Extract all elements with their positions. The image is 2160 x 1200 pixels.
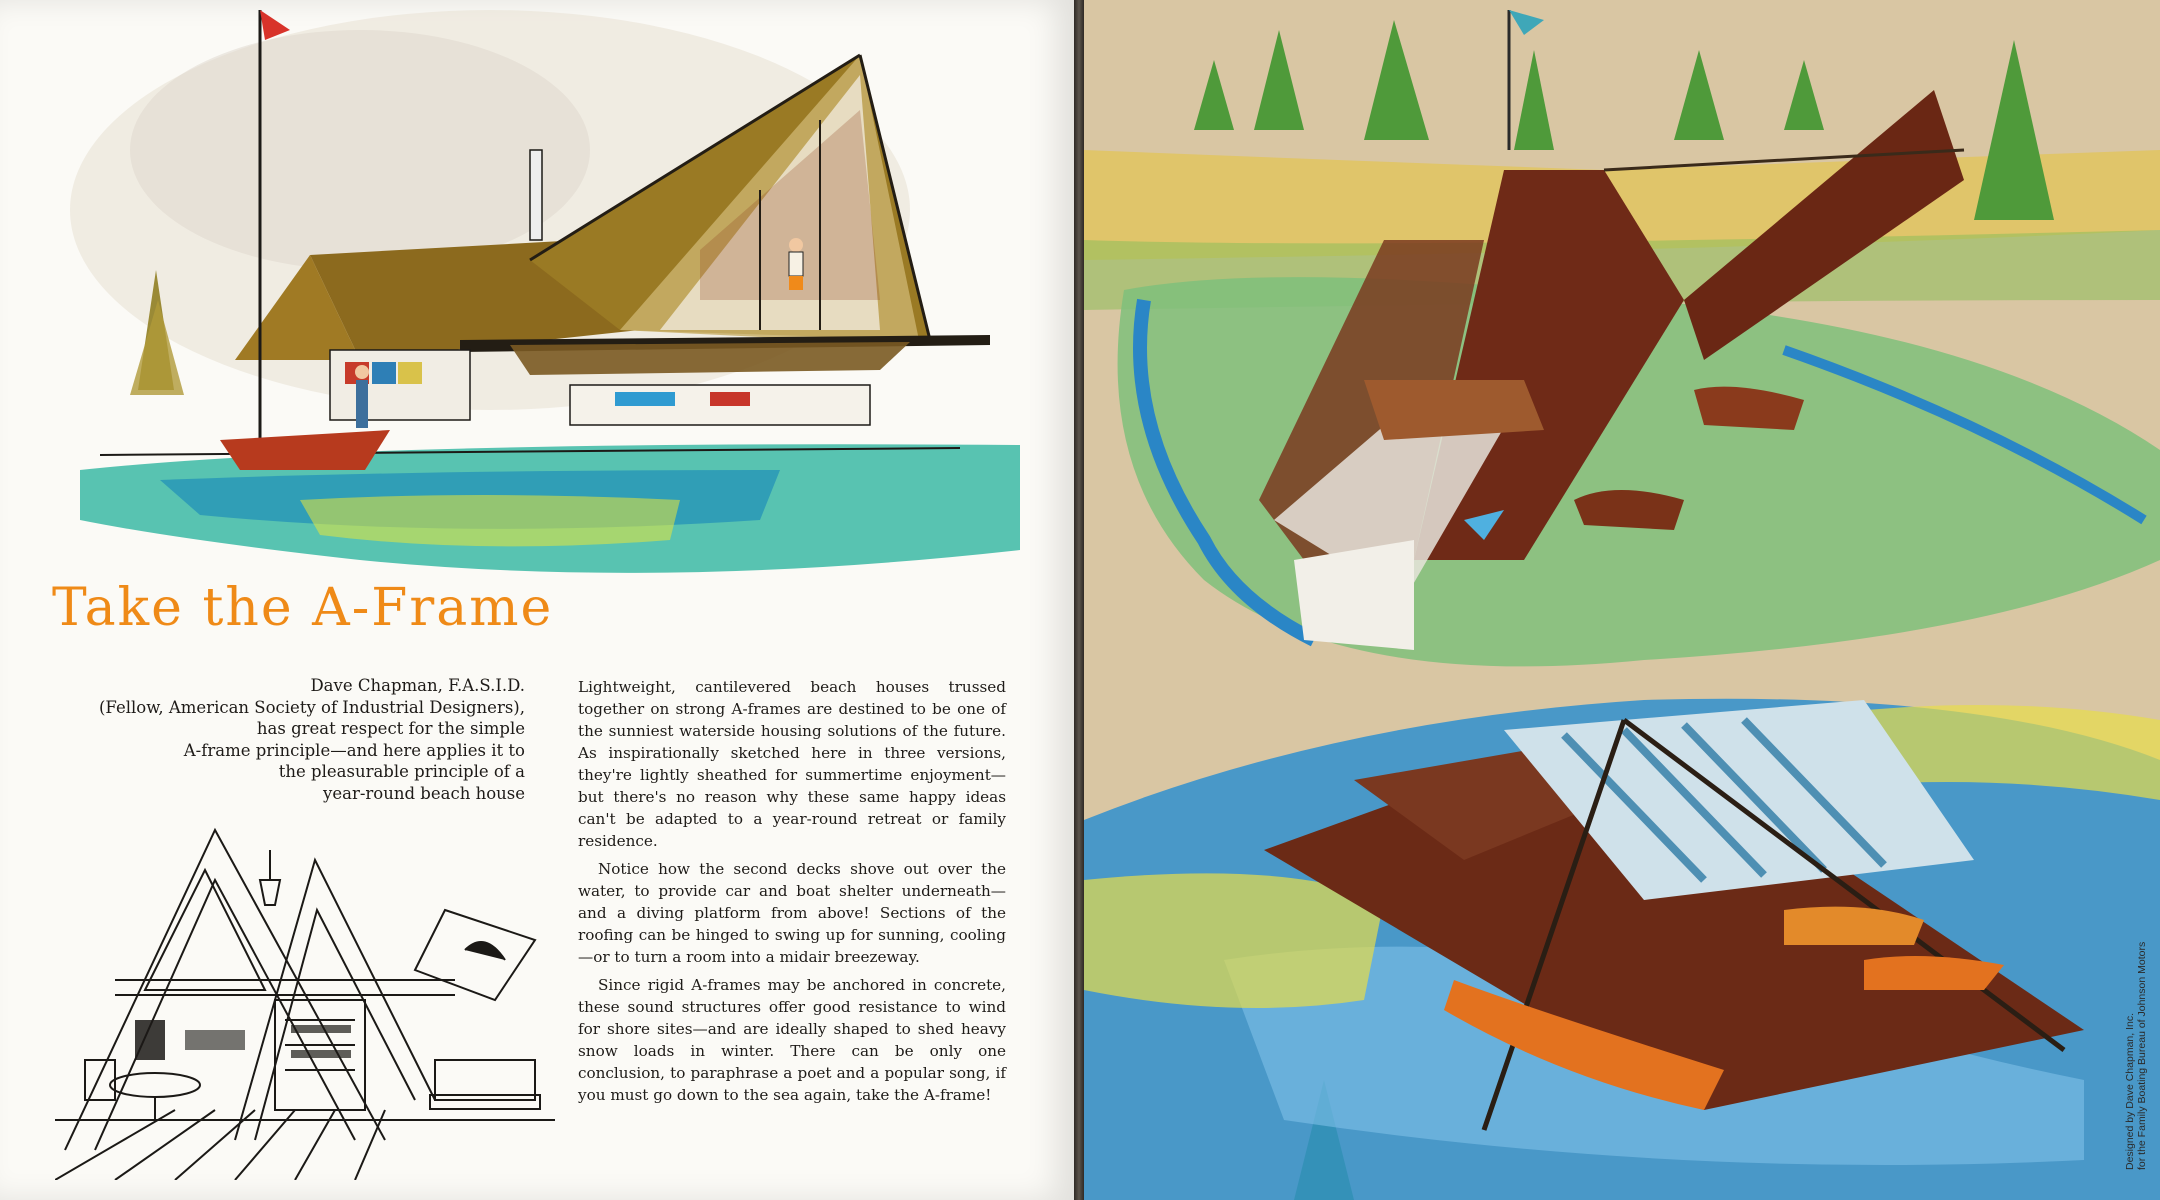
body-paragraph: Notice how the second decks shove out over the water, to provide car and boat shelter underneath—and a diving platform from above! Sections of the roofing can be hinged to swing up for sunning, cooling—or to turn a room into a midair breezeway. bbox=[578, 860, 1006, 966]
byline-line: year-round beach house bbox=[323, 783, 525, 803]
illustration-credit bbox=[2124, 942, 2148, 1170]
interior-sketch bbox=[55, 820, 565, 1180]
byline-line: the pleasurable principle of a bbox=[278, 762, 525, 781]
beach-house-illustration bbox=[60, 0, 1020, 590]
byline-line: (Fellow, American Society of Industrial Designers), bbox=[98, 697, 525, 717]
byline-line: Dave Chapman, F.A.S.I.D. bbox=[310, 676, 525, 695]
right-page bbox=[1084, 0, 2160, 1200]
article-body bbox=[578, 676, 1006, 1112]
byline-line: has great respect for the simple bbox=[256, 719, 525, 738]
body-paragraph: Since rigid A-frames may be anchored in concrete, these sound structures offer good resistance to wind for shore sites—and are ideally shaped to shed heavy snow loads in winter. There can be only one conclusion, to paraphrase a poet and a popular song, if you must go down to the sea again, take the A-frame! bbox=[578, 976, 1006, 1104]
credit-line: for the Family Boating Bureau of Johnson Motors bbox=[2136, 941, 2148, 1170]
aerial-a-frame-illustrations bbox=[1084, 0, 2160, 1200]
page-gutter bbox=[1074, 0, 1084, 1200]
article-title: Take the A-Frame bbox=[52, 578, 554, 638]
byline bbox=[60, 675, 525, 804]
body-paragraph: Lightweight, cantilevered beach houses trussed together on strong A-frames are destined to be one of the sunniest waterside housing solutions of the future. As inspirationally sketched here in three versions, they're lightly sheathed for summertime enjoyment—but there's no reason why these same happy ideas can't be adapted to a year-round retreat or family residence. bbox=[578, 678, 1006, 850]
byline-line: A-frame principle—and here applies it to bbox=[183, 740, 525, 760]
left-page bbox=[0, 0, 1074, 1200]
credit-line: Designed by Dave Chapman, Inc. bbox=[2124, 1012, 2136, 1170]
